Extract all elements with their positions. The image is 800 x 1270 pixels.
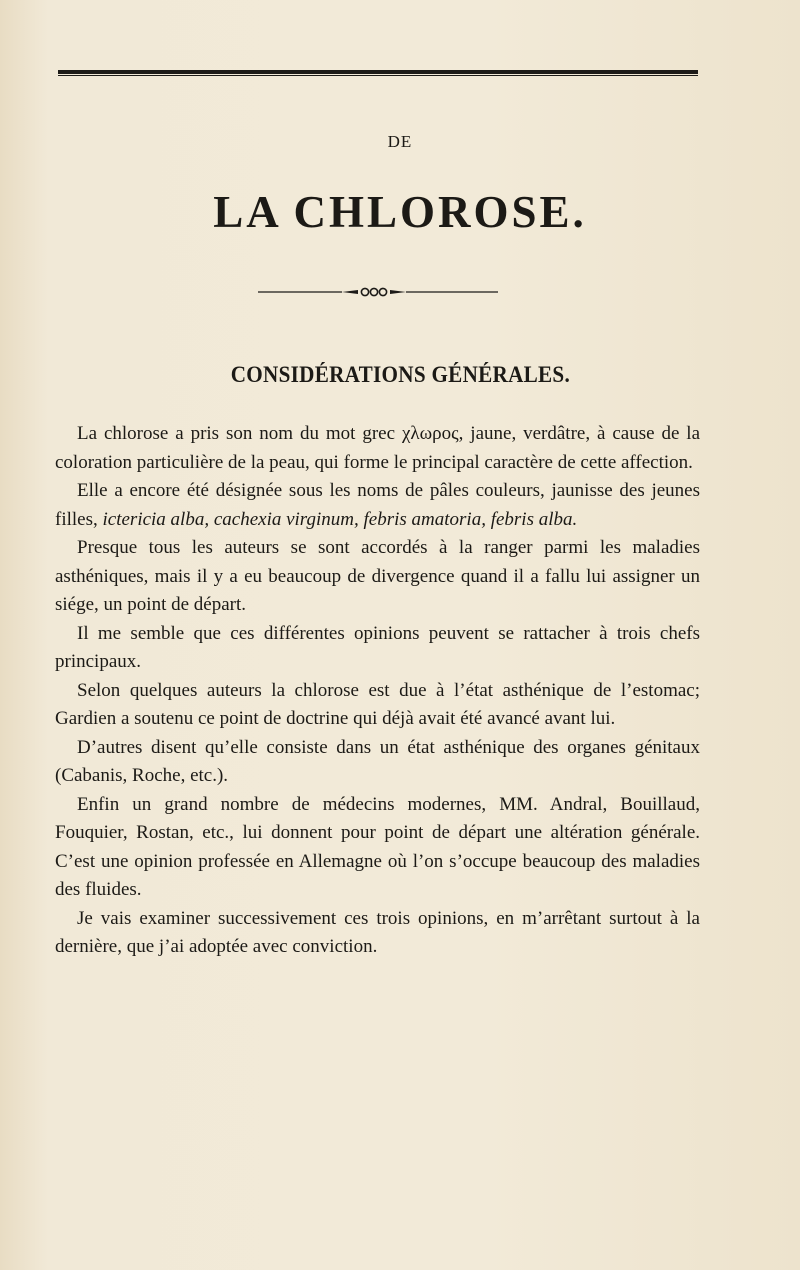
paragraph-text: Elle a encore été désignée sous les noms de pâles couleurs, jaunisse des jeunes filles, — [55, 480, 700, 530]
paragraph — [55, 420, 700, 477]
ornament-divider-icon — [258, 286, 498, 298]
section-heading-text: CONSIDÉRATIONS GÉNÉRALES. — [230, 362, 570, 387]
paragraph: Enfin un grand nombre de médecins modernes, MM. Andral, Bouillaud, Fouquier, Rostan, etc., lui donnent pour point de départ une altération générale. C’est une opinion professée en Allemagne où l’on s’occupe beaucoup des maladies des fluides. — [55, 793, 700, 900]
title-prefix: DE — [387, 132, 413, 151]
paragraph: Je vais examiner successivement ces trois opinions, en m’arrêtant surtout à la dernière, que j’ai adoptée avec conviction. — [55, 907, 700, 957]
paragraph — [55, 477, 700, 534]
section-heading — [0, 362, 800, 388]
paragraph: Il me semble que ces différentes opinions peuvent se rattacher à trois chefs principaux. — [55, 622, 700, 672]
body-text — [55, 420, 700, 962]
ornament-divider — [258, 286, 498, 298]
top-rule-thin — [58, 75, 698, 76]
paragraph: Presque tous les auteurs se sont accordés à la ranger parmi les maladies asthéniques, mais il y a eu beaucoup de divergence quand il a fallu lui assigner un siége, un point de départ. — [55, 537, 700, 615]
paragraph-text: La chlorose a pris son nom du mot grec — [77, 423, 402, 444]
paragraph: Selon quelques auteurs la chlorose est due à l’état asthénique de l’estomac; Gardien a soutenu ce point de doctrine qui déjà avait été avancé avant lui. — [55, 679, 700, 729]
top-double-rule — [58, 70, 698, 77]
greek-word: χλωρος — [401, 423, 459, 444]
paragraph-text: , jaune, verdâtre, à cause de la coloration particulière de la peau, qui forme le principal caractère de cette affection. — [55, 423, 701, 473]
latin-terms: ictericia alba, cachexia virginum, febris amatoria, febris alba. — [102, 508, 578, 530]
paragraph: D’autres disent qu’elle consiste dans un état asthénique des organes génitaux (Cabanis, Roche, etc.). — [55, 736, 700, 786]
page-title: LA CHLOROSE. — [213, 187, 587, 237]
top-rule-thick — [58, 70, 698, 74]
